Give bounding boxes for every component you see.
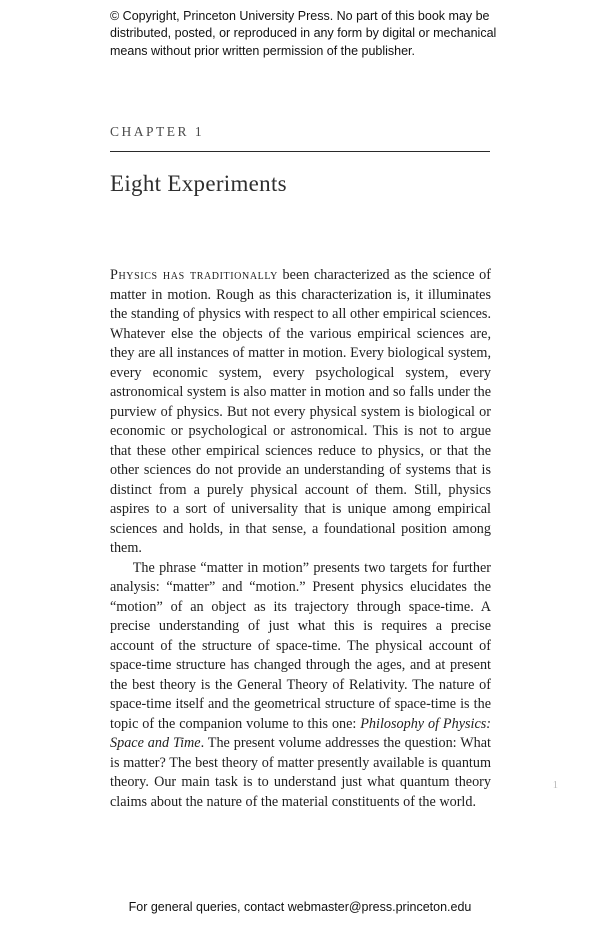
chapter-title: Eight Experiments <box>110 171 287 196</box>
chapter-label: CHAPTER 1 <box>110 124 205 139</box>
paragraph-2 <box>110 559 491 813</box>
chapter-divider-rule <box>110 151 490 152</box>
body-text <box>110 266 491 812</box>
paragraph-2-part1: The phrase “matter in motion” presents two targets for further analysis: “matter” and “motion.” Present physics elucidates the “motion” of an object as its trajectory through space-time. A precise understanding of just what this is requires a precise account of the structure of space-time. The physical account of space-time structure has changed through the ages, and at present the best theory is the General Theory of Relativity. The nature of space-time itself and the geometrical structure of space-time is the topic of the companion volume to this one: <box>110 559 491 732</box>
paragraph-2-part2: . The present volume addresses the question: What is matter? The best theory of matter presently available is quantum theory. Our main task is to understand just what quantum theory claims about the nature of the material constituents of the world. <box>110 735 492 810</box>
paragraph-1 <box>110 266 491 559</box>
footer-contact-line: For general queries, contact webmaster@press.princeton.edu <box>128 900 472 914</box>
copyright-notice: © Copyright, Princeton University Press. No part of this book may be distributed, posted, or reproduced in any form by digital or mechanical means without prior written permission of the publisher. <box>110 9 497 58</box>
paragraph-1-smallcaps-lead: Physics has traditionally <box>110 267 278 283</box>
paragraph-2-book-reference: Philosophy of Physics: Space and Time <box>110 715 491 751</box>
paragraph-1-rest: been characterized as the science of matter in motion. Rough as this characterization is, it illuminates the standing of physics with respect to all other empirical sciences. Whatever else the objects of the various empirical sciences are, they are all instances of matter in motion. Every biological system, every economic system, every psychological system, every astronomical system is also matter in motion and so falls under the purview of physics. But not every physical system is biological or economic or psychological or astronomical. This is not to argue that these other empirical sciences reduce to physics, or that the other sciences do not provide an understanding of systems that is distinct from a purely physical account of them. Still, physics aspires to a sort of universality that is unique among empirical sciences and holds, in that sense, a foundational position among them. <box>110 267 491 556</box>
page-number: 1 <box>552 780 558 791</box>
